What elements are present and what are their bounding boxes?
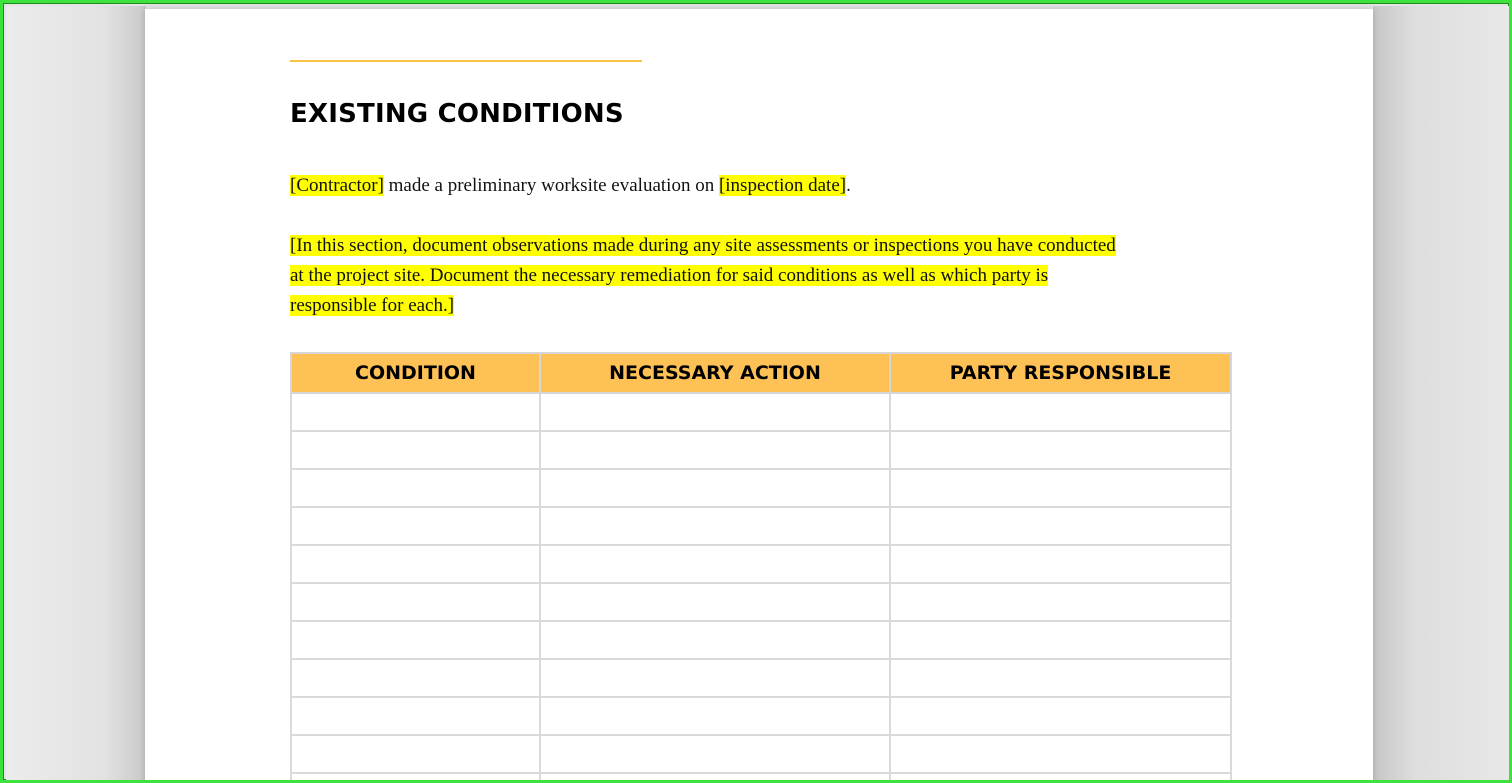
intro-paragraph	[290, 173, 851, 199]
table-cell[interactable]	[890, 431, 1231, 469]
table-cell[interactable]	[540, 621, 890, 659]
table-cell[interactable]	[890, 393, 1231, 431]
left-margin-background	[6, 6, 146, 783]
table-cell[interactable]	[291, 697, 540, 735]
document-page	[145, 9, 1373, 783]
table-cell[interactable]	[890, 697, 1231, 735]
table-row	[291, 507, 1231, 545]
table-cell[interactable]	[540, 393, 890, 431]
instruction-line-text: [In this section, document observations made during any site assessments or inspections you have conducted	[290, 235, 1116, 256]
table-cell[interactable]	[890, 583, 1231, 621]
table-row	[291, 431, 1231, 469]
table-row	[291, 545, 1231, 583]
table-cell[interactable]	[540, 773, 890, 783]
table-header-row	[291, 353, 1231, 393]
table-row	[291, 583, 1231, 621]
table-cell[interactable]	[890, 507, 1231, 545]
table-cell[interactable]	[890, 469, 1231, 507]
table-cell[interactable]	[540, 431, 890, 469]
table-cell[interactable]	[291, 583, 540, 621]
table-body	[291, 393, 1231, 783]
table-row	[291, 621, 1231, 659]
table-cell[interactable]	[540, 469, 890, 507]
instruction-line-text: at the project site. Document the necessary remediation for said conditions as well as which party is	[290, 265, 1049, 286]
instruction-line	[290, 291, 1116, 321]
inspection-date-placeholder[interactable]: [inspection date]	[718, 175, 847, 196]
table-row	[291, 393, 1231, 431]
table-cell[interactable]	[890, 621, 1231, 659]
header-party-responsible: PARTY RESPONSIBLE	[890, 353, 1231, 393]
intro-end-text: .	[846, 175, 851, 196]
table-cell[interactable]	[291, 507, 540, 545]
table-cell[interactable]	[540, 583, 890, 621]
table-cell[interactable]	[291, 735, 540, 773]
section-heading: EXISTING CONDITIONS	[290, 99, 624, 129]
table-cell[interactable]	[291, 393, 540, 431]
right-margin-background	[1373, 6, 1512, 783]
table-cell[interactable]	[291, 469, 540, 507]
table-cell[interactable]	[890, 773, 1231, 783]
table-row	[291, 469, 1231, 507]
accent-rule	[290, 60, 642, 62]
table-cell[interactable]	[540, 735, 890, 773]
table-row	[291, 735, 1231, 773]
intro-middle-text: made a preliminary worksite evaluation on	[383, 175, 719, 196]
table-cell[interactable]	[291, 545, 540, 583]
table-cell[interactable]	[291, 621, 540, 659]
header-necessary-action: NECESSARY ACTION	[540, 353, 890, 393]
table-row	[291, 773, 1231, 783]
table-row	[291, 659, 1231, 697]
table-cell[interactable]	[540, 659, 890, 697]
table-cell[interactable]	[540, 507, 890, 545]
table-cell[interactable]	[540, 697, 890, 735]
instruction-line-text: responsible for each.]	[290, 295, 455, 316]
table-cell[interactable]	[291, 659, 540, 697]
instruction-line	[290, 261, 1116, 291]
table-cell[interactable]	[890, 735, 1231, 773]
instruction-line	[290, 231, 1116, 261]
table-cell[interactable]	[890, 545, 1231, 583]
table-cell[interactable]	[291, 431, 540, 469]
table-row	[291, 697, 1231, 735]
table-cell[interactable]	[291, 773, 540, 783]
table-cell[interactable]	[890, 659, 1231, 697]
contractor-placeholder[interactable]: [Contractor]	[290, 175, 384, 196]
header-condition: CONDITION	[291, 353, 540, 393]
instruction-paragraph[interactable]	[290, 231, 1116, 321]
table-cell[interactable]	[540, 545, 890, 583]
conditions-table	[290, 352, 1232, 783]
